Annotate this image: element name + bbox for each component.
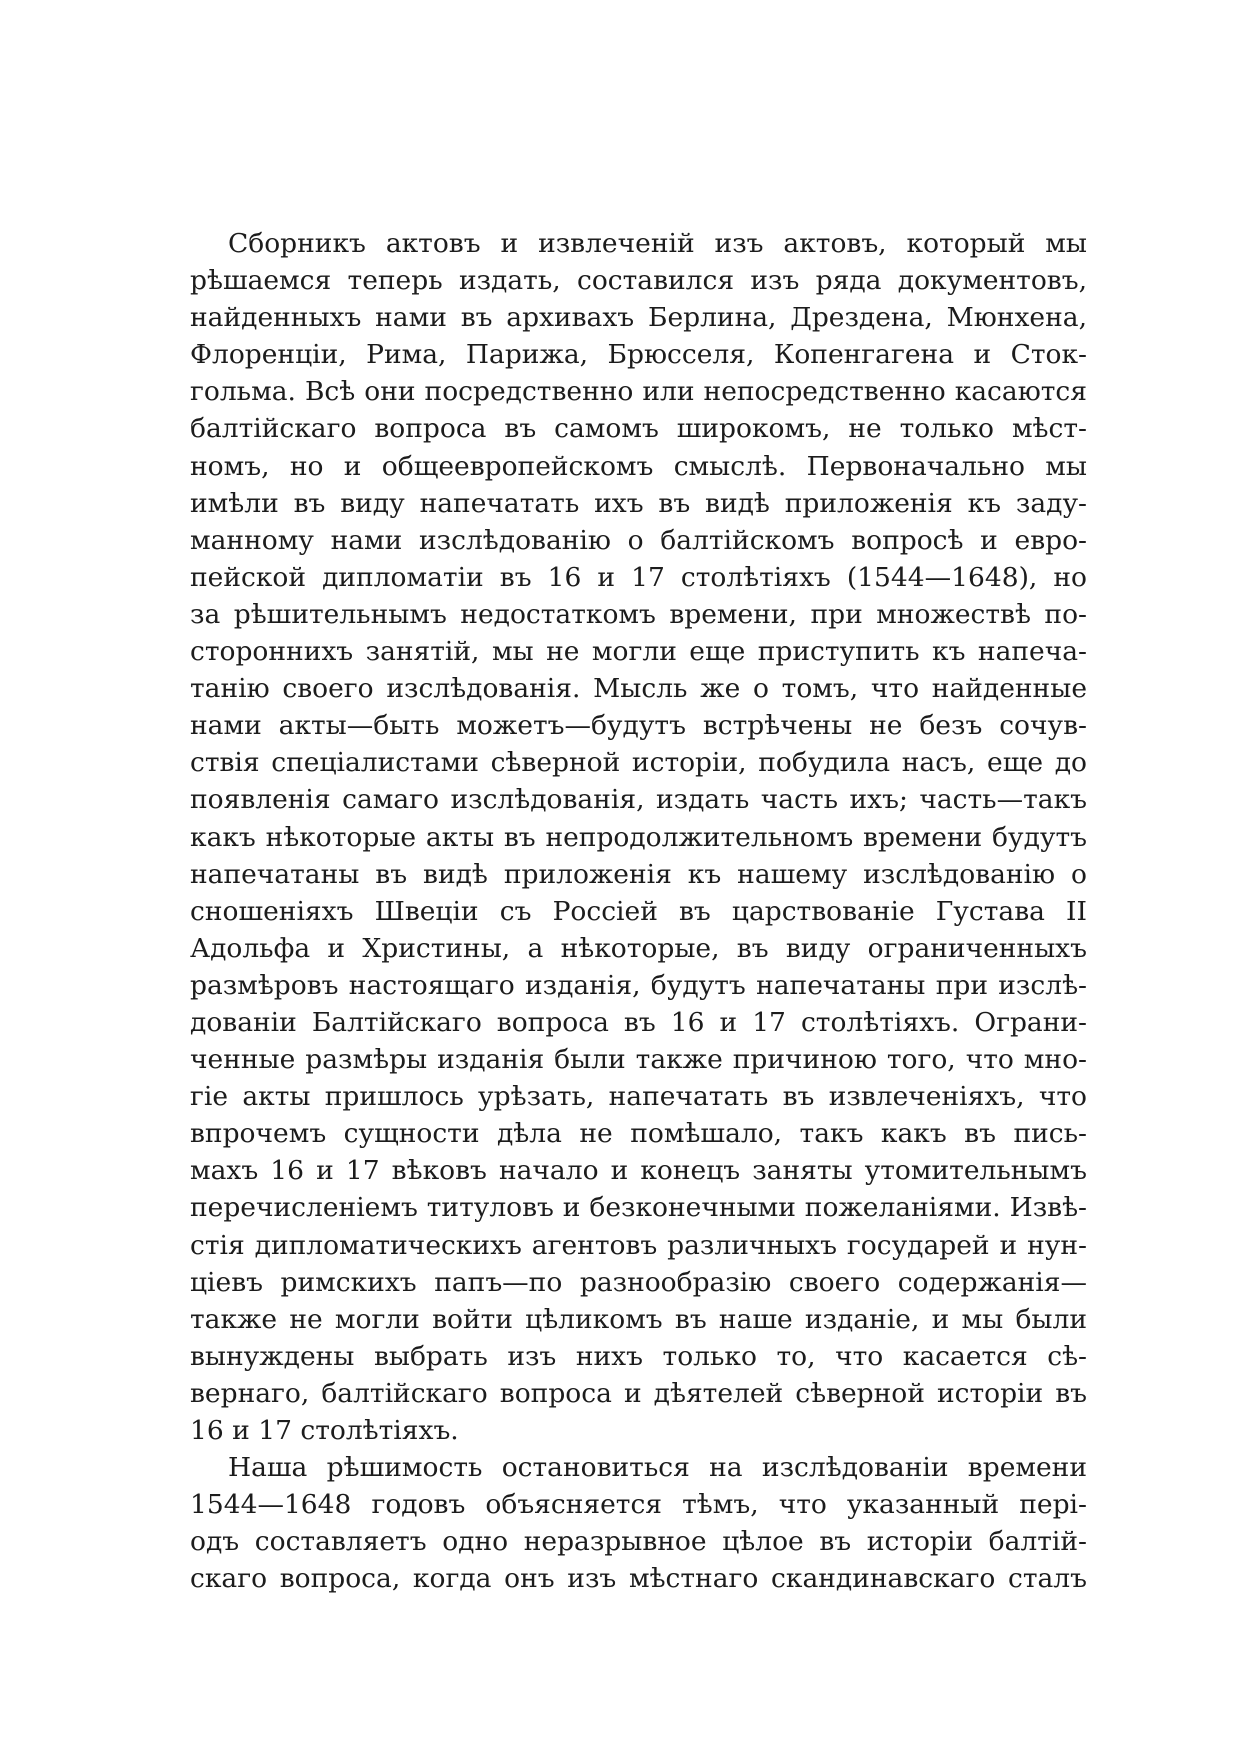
text-line: Адольфа и Христины, а нѣкоторые, въ виду ограниченныхъ (190, 932, 1087, 964)
text-line: сношеніяхъ Швеціи съ Россіей въ царствованіе Густава II (190, 895, 1087, 927)
text-line: впрочемъ сущности дѣла не помѣшало, такъ какъ въ пись- (190, 1118, 1087, 1150)
text-line: размѣровъ настоящаго изданія, будутъ напечатаны при изслѣ- (190, 969, 1087, 1001)
paragraph-2 (190, 1449, 1087, 1597)
text-line: появленія самаго изслѣдованія, издать часть ихъ; часть—такъ (190, 784, 1087, 816)
text-line: стія дипломатическихъ агентовъ различныхъ государей и нун- (190, 1229, 1087, 1261)
text-line: найденныхъ нами въ архивахъ Берлина, Дрездена, Мюнхена, (190, 302, 1087, 334)
text-line: также не могли войти цѣликомъ въ наше изданіе, и мы были (190, 1303, 1087, 1335)
text-line: махъ 16 и 17 вѣковъ начало и конецъ заняты утомительнымъ (190, 1155, 1087, 1187)
text-line: имѣли въ виду напечатать ихъ въ видѣ приложенія къ заду- (190, 487, 1087, 519)
text-line: ствія спеціалистами сѣверной исторіи, побудила насъ, еще до (190, 747, 1087, 779)
text-line: стороннихъ занятій, мы не могли еще приступить къ напеча- (190, 636, 1087, 668)
text-line: 1544—1648 годовъ объясняется тѣмъ, что указанный пері- (190, 1489, 1087, 1521)
text-line: вернаго, балтійскаго вопроса и дѣятелей сѣверной исторіи въ (190, 1377, 1087, 1409)
text-line: Сборникъ актовъ и извлеченій изъ актовъ, который мы (228, 228, 1087, 259)
text-line: ченные размѣры изданія были также причиною того, что мно- (190, 1044, 1087, 1076)
text-line: танію своего изслѣдованія. Мысль же о томъ, что найденные (190, 673, 1087, 705)
text-line: перечисленіемъ титуловъ и безконечными пожеланіями. Извѣ- (190, 1192, 1087, 1224)
text-line: нами акты—быть можетъ—будутъ встрѣчены не безъ сочув- (190, 710, 1087, 742)
paragraph-1 (190, 225, 1087, 1449)
text-line: рѣшаемся теперь издать, составился изъ ряда документовъ, (190, 265, 1087, 297)
text-line: номъ, но и общеевропейскомъ смыслѣ. Первоначально мы (190, 450, 1087, 482)
text-line: какъ нѣкоторые акты въ непродолжительномъ времени будутъ (190, 821, 1087, 853)
text-line: 16 и 17 столѣтіяхъ. (190, 1415, 459, 1446)
text-line: за рѣшительнымъ недостаткомъ времени, при множествѣ по- (190, 598, 1087, 630)
text-line: манному нами изслѣдованію о балтійскомъ вопросѣ и евро- (190, 524, 1087, 556)
text-line: вынуждены выбрать изъ нихъ только то, что касается сѣ- (190, 1340, 1087, 1372)
text-line: одъ составляетъ одно неразрывное цѣлое въ исторіи балтій- (190, 1526, 1087, 1558)
text-line: Наша рѣшимость остановиться на изслѣдованіи времени (228, 1452, 1087, 1484)
text-line: напечатаны въ видѣ приложенія къ нашему изслѣдованію о (190, 858, 1087, 890)
text-line: дованіи Балтійскаго вопроса въ 16 и 17 столѣтіяхъ. Ограни- (190, 1006, 1087, 1038)
body-text (190, 225, 1087, 1597)
text-line: гольма. Всѣ они посредственно или непосредственно касаются (190, 376, 1087, 408)
text-line: гіе акты пришлось урѣзать, напечатать въ извлеченіяхъ, что (190, 1081, 1087, 1113)
text-line: ціевъ римскихъ папъ—по разнообразію своего содержанія— (190, 1266, 1087, 1298)
text-line: балтійскаго вопроса въ самомъ широкомъ, не только мѣст- (190, 413, 1087, 445)
text-line: Флоренціи, Рима, Парижа, Брюсселя, Копенгагена и Сток- (190, 339, 1087, 371)
text-line: пейской дипломатіи въ 16 и 17 столѣтіяхъ (1544—1648), но (190, 561, 1087, 593)
text-line: скаго вопроса, когда онъ изъ мѣстнаго скандинавскаго сталъ (190, 1563, 1087, 1595)
